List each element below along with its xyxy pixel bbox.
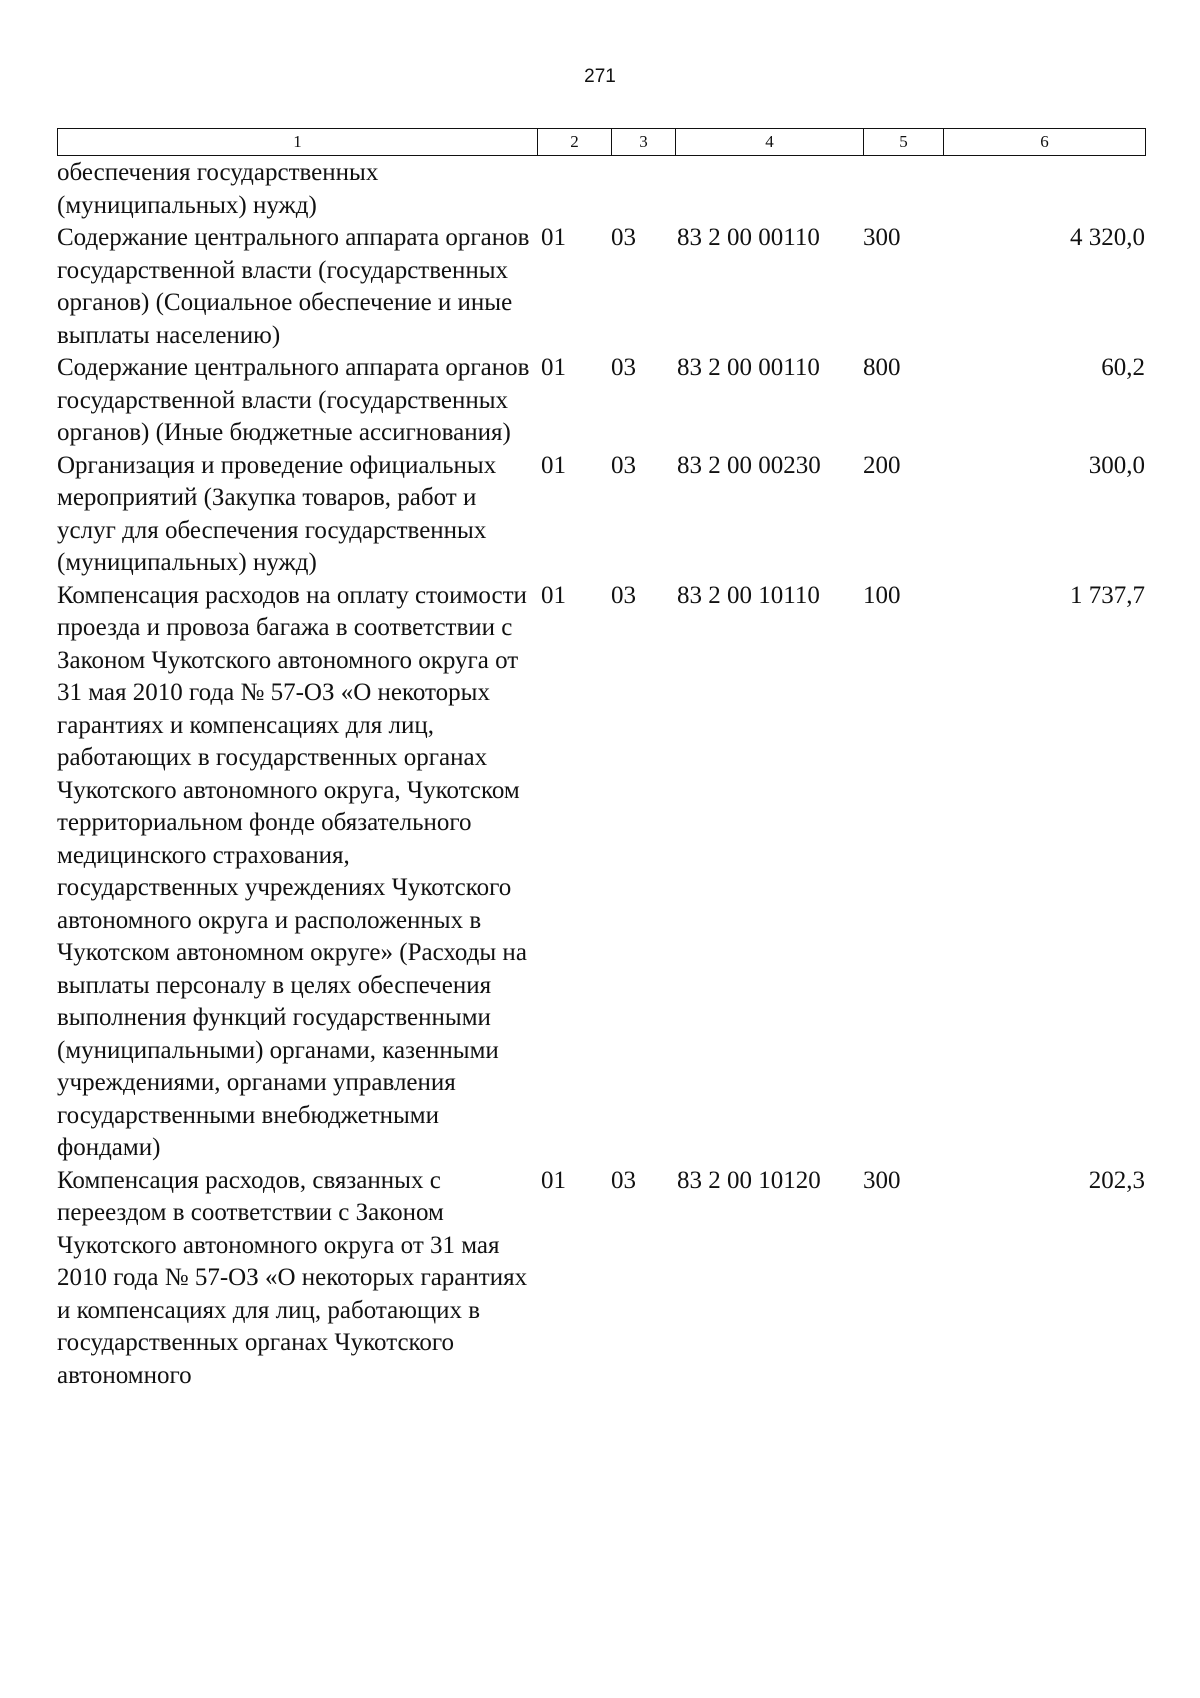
row-section [537, 157, 611, 222]
row-section: 01 [541, 224, 566, 251]
row-subsection: 03 [611, 1166, 636, 1194]
row-name: Организация и проведение официальных мероприятий (Закупка товаров, работ и услуг для обеспечения государственных (муниципальных) нужд) [57, 451, 497, 576]
table-row [57, 222, 1145, 352]
row-amount [943, 157, 1145, 222]
row-expense-type: 300 [863, 224, 901, 251]
row-amount: 4 320,0 [1070, 224, 1145, 251]
row-name: Содержание центрального аппарата органов государственной власти (государственных органов) (Социальное обеспечение и иные выплаты населению) [57, 224, 530, 349]
row-target: 83 2 00 00110 [677, 354, 820, 381]
budget-table [57, 157, 1145, 1392]
row-expense-type: 100 [863, 581, 901, 609]
row-name: обеспечения государственных (муниципальных) нужд) [57, 159, 379, 219]
row-amount: 60,2 [1101, 354, 1145, 381]
table-header [57, 128, 1146, 156]
row-section: 01 [541, 451, 566, 479]
row-target: 83 2 00 10120 [677, 1166, 821, 1194]
header-col-1: 1 [58, 129, 538, 156]
row-subsection: 03 [611, 451, 636, 479]
header-col-5: 5 [864, 129, 944, 156]
row-amount: 300,0 [1088, 451, 1145, 479]
row-amount: 1 737,7 [1070, 581, 1145, 609]
header-col-3: 3 [612, 129, 676, 156]
row-target: 83 2 00 00110 [677, 224, 820, 251]
row-section: 01 [541, 1166, 566, 1194]
row-subsection: 03 [611, 224, 636, 251]
row-target: 83 2 00 10110 [677, 581, 820, 609]
row-subsection: 03 [611, 581, 636, 609]
row-name: Компенсация расходов, связанных с переездом в соответствии с Законом Чукотского автономного округа от 31 мая 2010 года № 57-ОЗ «О некоторых гарантиях и компенсациях для лиц, работающих в государственных органах Чукотского автономного [57, 1166, 528, 1389]
header-row [58, 129, 1146, 156]
row-section: 01 [541, 354, 566, 381]
row-expense-type: 300 [863, 1166, 901, 1194]
table-row [57, 352, 1145, 450]
table-row [57, 580, 1145, 1165]
header-col-4: 4 [676, 129, 864, 156]
header-col-6: 6 [944, 129, 1146, 156]
row-expense-type: 800 [863, 354, 901, 381]
row-expense-type: 200 [863, 451, 901, 479]
row-target [675, 157, 863, 222]
row-name: Содержание центрального аппарата органов государственной власти (государственных органов) (Иные бюджетные ассигнования) [57, 354, 530, 446]
row-subsection [611, 157, 675, 222]
row-amount: 202,3 [1088, 1166, 1145, 1194]
table-row [57, 450, 1145, 580]
row-target: 83 2 00 00230 [677, 451, 821, 479]
row-section: 01 [541, 581, 566, 609]
header-col-2: 2 [538, 129, 612, 156]
table-row [57, 157, 1145, 222]
table-row [57, 1165, 1145, 1393]
row-name: Компенсация расходов на оплату стоимости проезда и провоза багажа в соответствии с Законом Чукотского автономного округа от 31 мая 2010 года № 57-ОЗ «О некоторых гарантиях и компенсациях для лиц, работающих в государственных органах Чукотского автономного округа, Чукотском территориальном фонде обязательного медицинского страхования, государственных учреждениях Чукотского автономного округа и расположенных в Чукотском автономном округе» (Расходы на выплаты персоналу в целях обеспечения выполнения функций государственными (муниципальными) органами, казенными учреждениями, органами управления государственными внебюджетными фондами) [57, 581, 527, 1161]
row-subsection: 03 [611, 354, 636, 381]
row-expense-type [863, 157, 943, 222]
page-number: 271 [584, 66, 616, 87]
